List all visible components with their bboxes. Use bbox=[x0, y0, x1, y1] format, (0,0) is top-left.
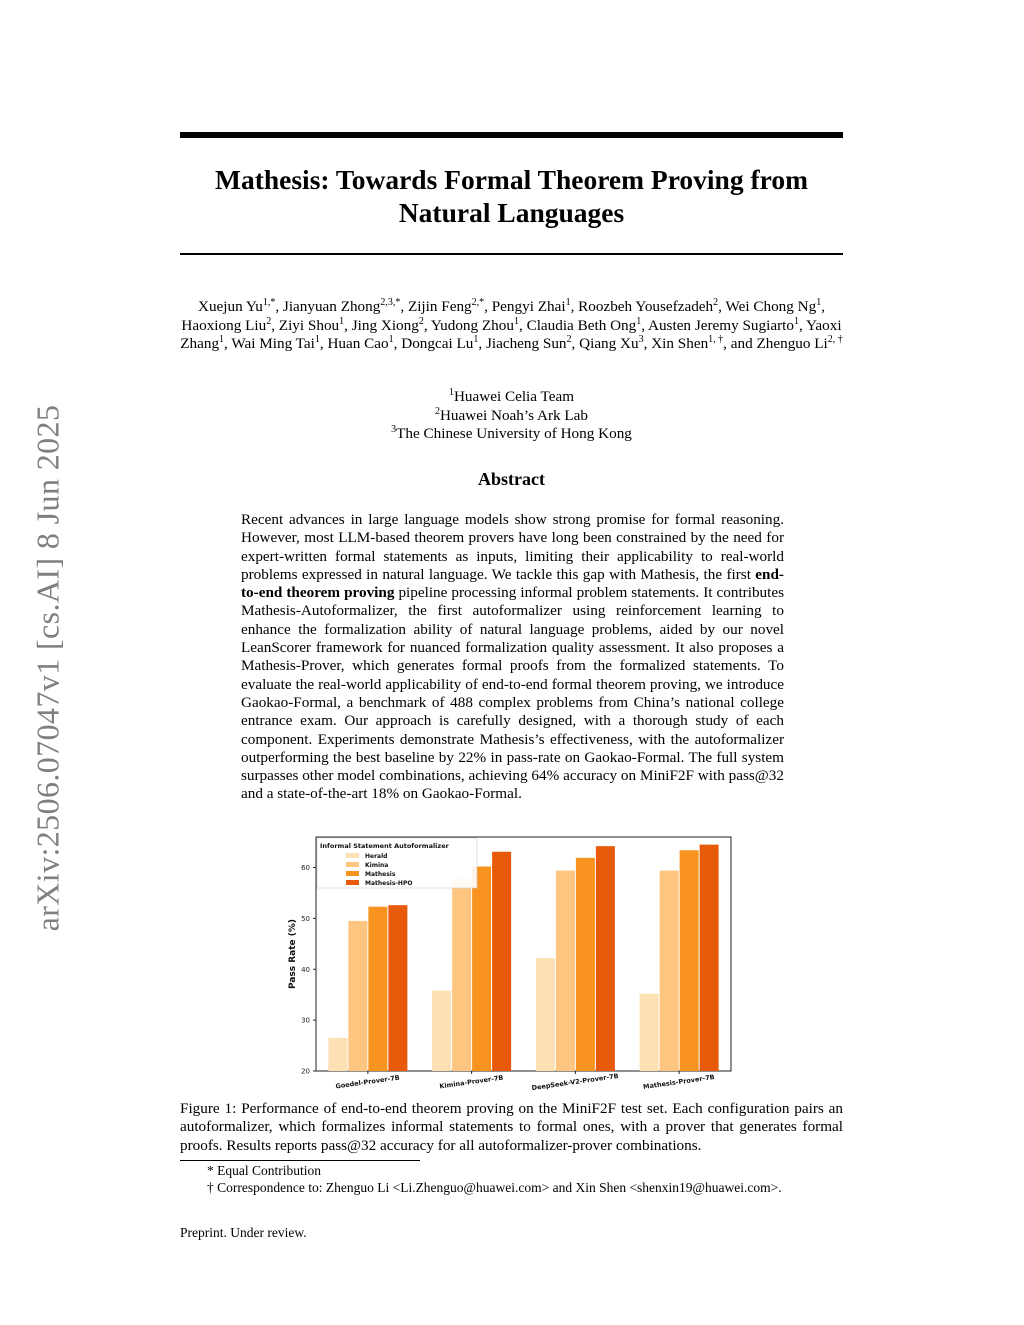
author-name: Roozbeh Yousefzadeh bbox=[578, 298, 714, 315]
author-affiliation-marker: 1 bbox=[388, 334, 394, 346]
author-separator: , bbox=[478, 335, 486, 353]
bar bbox=[576, 858, 595, 1071]
author-name: Wai Ming Tai bbox=[231, 335, 315, 353]
author-affiliation-marker: 2 bbox=[266, 315, 272, 327]
author-separator: , bbox=[798, 316, 806, 334]
affiliation bbox=[180, 407, 843, 426]
author-separator: , bbox=[319, 335, 328, 353]
bar bbox=[472, 867, 491, 1071]
author-separator: , bbox=[571, 335, 580, 353]
legend-label: Kimina bbox=[365, 862, 389, 869]
abstract-heading: Abstract bbox=[478, 469, 545, 489]
author-affiliation-marker: 2,* bbox=[471, 296, 485, 308]
affiliation-number: 2 bbox=[434, 405, 440, 417]
author-separator: , bbox=[271, 316, 279, 334]
bar bbox=[660, 871, 679, 1071]
x-tick-label: Mathesis-Prover-7B bbox=[642, 1073, 716, 1091]
abstract-bold-phrase: end-to-end theorem proving bbox=[241, 565, 784, 602]
legend-title: Informal Statement Autoformalizer bbox=[320, 842, 449, 850]
author-name: Qiang Xu bbox=[579, 335, 639, 353]
footnotes bbox=[207, 1162, 843, 1196]
author-affiliation-marker: 3 bbox=[638, 334, 644, 346]
author-name: Xuejun Yu bbox=[197, 298, 263, 315]
bar bbox=[328, 1038, 347, 1071]
author-separator: , bbox=[224, 335, 232, 353]
author-name: Huan Cao bbox=[327, 335, 389, 353]
bar bbox=[492, 852, 511, 1071]
legend-label: Herald bbox=[365, 853, 388, 860]
affiliation-name: The Chinese University of Hong Kong bbox=[396, 425, 632, 443]
legend-label: Mathesis bbox=[365, 871, 396, 878]
author-name: Claudia Beth Ong bbox=[526, 316, 637, 334]
preprint-notice: Preprint. Under review. bbox=[180, 1225, 307, 1240]
author-name: Haoxiong Liu bbox=[181, 316, 267, 334]
y-tick-label: 30 bbox=[301, 1016, 310, 1025]
author-separator: , bbox=[275, 298, 283, 315]
author-name: Jiacheng Sun bbox=[485, 335, 567, 353]
bar bbox=[700, 845, 719, 1071]
author-name: Zhenguo Li bbox=[756, 335, 828, 353]
legend-swatch bbox=[346, 853, 359, 858]
bar bbox=[388, 905, 407, 1071]
x-tick-label: DeepSeek-V2-Prover-7B bbox=[531, 1071, 620, 1093]
abstract-text-part-2: pipeline processing informal problem statements. It contributes Mathesis-Autoformalizer, the first autoformalizer using reinforcement learning to enhance the formalization ability of natural language problems, aided by our novel LeanScorer framework for nuanced formalization quality assessment. It also proposes a Mathesis-Prover, which generates formal proofs from the formalized statements. To evaluate the real-world applicability of end-to-end formal theorem proving, we introduce Gaokao-Formal, a benchmark of 488 complex problems from China’s national college entrance exam. Our approach is carefully designed, with a thorough study of each component. Experiments demonstrate Mathesis’s effectiveness, with the autoformalizer outperforming the best baseline by 22% in pass-rate on Gaokao-Formal. The full system surpasses other model combinations, achieving 64% accuracy on MiniF2F with pass@32 and a state-of-the-art 18% on Gaokao-Formal. bbox=[241, 584, 784, 803]
y-axis-label: Pass Rate (%) bbox=[288, 918, 298, 990]
affiliation-name: Huawei Celia Team bbox=[453, 388, 575, 405]
author-separator: , bbox=[643, 335, 652, 353]
footnote-correspondence: † Correspondence to: Zhenguo Li <Li.Zhenguo@huawei.com> and Xin Shen <shenxin19@huawei.com>. bbox=[207, 1180, 782, 1195]
author-affiliation-marker: 1 bbox=[793, 315, 799, 327]
affiliation-list bbox=[180, 388, 843, 444]
legend-swatch bbox=[346, 871, 359, 876]
y-tick-label: 20 bbox=[301, 1067, 310, 1076]
affiliation bbox=[180, 425, 843, 444]
y-tick-label: 40 bbox=[301, 965, 310, 974]
author-name: Ziyi Shou bbox=[278, 316, 340, 334]
title-top-rule bbox=[180, 132, 843, 138]
abstract-body bbox=[241, 511, 784, 804]
author-name: Yudong Zhou bbox=[430, 316, 514, 334]
author-affiliation-marker: 1, † bbox=[708, 334, 724, 346]
author-separator: , bbox=[641, 316, 648, 334]
x-tick-label: Kimina-Prover-7B bbox=[438, 1073, 504, 1091]
bar bbox=[556, 871, 575, 1071]
figure-1-caption: Figure 1: Performance of end-to-end theorem proving on the MiniF2F test set. Each configuration pairs an autoformalizer, which formalizes informal statements to formal ones, with a prover that generates formal proofs. Results reports pass@32 accuracy for all autoformalizer-prover combinations. bbox=[180, 1100, 843, 1154]
bar bbox=[432, 991, 451, 1071]
author-separator: , bbox=[344, 316, 352, 334]
author-separator: , bbox=[400, 298, 408, 315]
abstract-text-part-1: Recent advances in large language models show strong promise for formal reasoning. However, most LLM-based theorem provers have long been constrained by the need for expert-written formal statements as inputs, limiting their applicability to real-world problems expressed in natural language. We tackle this gap with Mathesis, the first bbox=[241, 511, 784, 583]
title-line-2: Natural Languages bbox=[398, 197, 625, 228]
author-name: Xin Shen bbox=[651, 335, 709, 353]
title-bottom-rule bbox=[180, 253, 843, 255]
author-affiliation-marker: 1 bbox=[339, 315, 345, 327]
figure-1-chart bbox=[280, 833, 740, 1099]
author-separator: , bbox=[718, 298, 726, 315]
bar bbox=[640, 994, 659, 1071]
author-list bbox=[180, 298, 843, 354]
bar bbox=[680, 850, 699, 1071]
author-separator: , bbox=[821, 298, 826, 315]
bar bbox=[452, 879, 471, 1071]
bar bbox=[536, 958, 555, 1071]
author-name: Jing Xiong bbox=[351, 316, 419, 334]
author-separator: , bbox=[570, 298, 579, 315]
author-name: Yaoxi Zhang bbox=[180, 316, 842, 353]
bar bbox=[348, 921, 367, 1071]
author-affiliation-marker: 1 bbox=[816, 296, 822, 308]
bar bbox=[368, 907, 387, 1071]
author-name: Jianyuan Zhong bbox=[282, 298, 381, 315]
author-affiliation-marker: 1 bbox=[513, 315, 519, 327]
author-affiliation-marker: 1 bbox=[565, 296, 571, 308]
author-separator: , bbox=[518, 316, 527, 334]
legend-label: Mathesis-HPO bbox=[365, 880, 413, 887]
footnote-rule bbox=[180, 1160, 420, 1161]
author-affiliation-marker: 2,3,* bbox=[380, 296, 401, 308]
author-separator: , bbox=[423, 316, 431, 334]
legend-swatch bbox=[346, 880, 359, 885]
paper-title bbox=[180, 163, 843, 229]
affiliation bbox=[180, 388, 843, 407]
author-name: Zijin Feng bbox=[407, 298, 472, 315]
author-name: Austen Jeremy Sugiarto bbox=[648, 316, 794, 334]
title-line-1: Mathesis: Towards Formal Theorem Proving from bbox=[214, 164, 808, 195]
author-separator: , bbox=[484, 298, 492, 315]
bar-chart-svg bbox=[280, 833, 740, 1099]
author-affiliation-marker: 2 bbox=[713, 296, 719, 308]
author-affiliation-marker: 2 bbox=[566, 334, 572, 346]
author-name: Pengyi Zhai bbox=[491, 298, 566, 315]
arxiv-sidebar-stamp bbox=[8, 388, 88, 948]
footnote-equal-contribution: * Equal Contribution bbox=[207, 1163, 321, 1178]
author-affiliation-marker: 1,* bbox=[262, 296, 276, 308]
arxiv-identifier: arXiv:2506.07047v1 [cs.AI] 8 Jun 2025 bbox=[29, 404, 66, 932]
author-name: Wei Chong Ng bbox=[725, 298, 817, 315]
x-tick-label: Goedel-Prover-7B bbox=[335, 1073, 401, 1091]
author-affiliation-marker: 1 bbox=[473, 334, 479, 346]
y-tick-label: 50 bbox=[301, 914, 310, 923]
author-affiliation-marker: 1 bbox=[219, 334, 225, 346]
author-affiliation-marker: 2, † bbox=[827, 334, 843, 346]
bar bbox=[596, 846, 615, 1071]
author-affiliation-marker: 1 bbox=[636, 315, 642, 327]
y-tick-label: 60 bbox=[301, 864, 310, 873]
author-separator: , and bbox=[723, 335, 757, 353]
author-separator: , bbox=[393, 335, 402, 353]
affiliation-number: 3 bbox=[391, 424, 397, 436]
author-affiliation-marker: 1 bbox=[314, 334, 320, 346]
author-name: Dongcai Lu bbox=[401, 335, 474, 353]
affiliation-number: 1 bbox=[448, 386, 454, 398]
affiliation-name: Huawei Noah’s Ark Lab bbox=[439, 406, 589, 424]
author-affiliation-marker: 2 bbox=[418, 315, 424, 327]
legend-swatch bbox=[346, 862, 359, 867]
